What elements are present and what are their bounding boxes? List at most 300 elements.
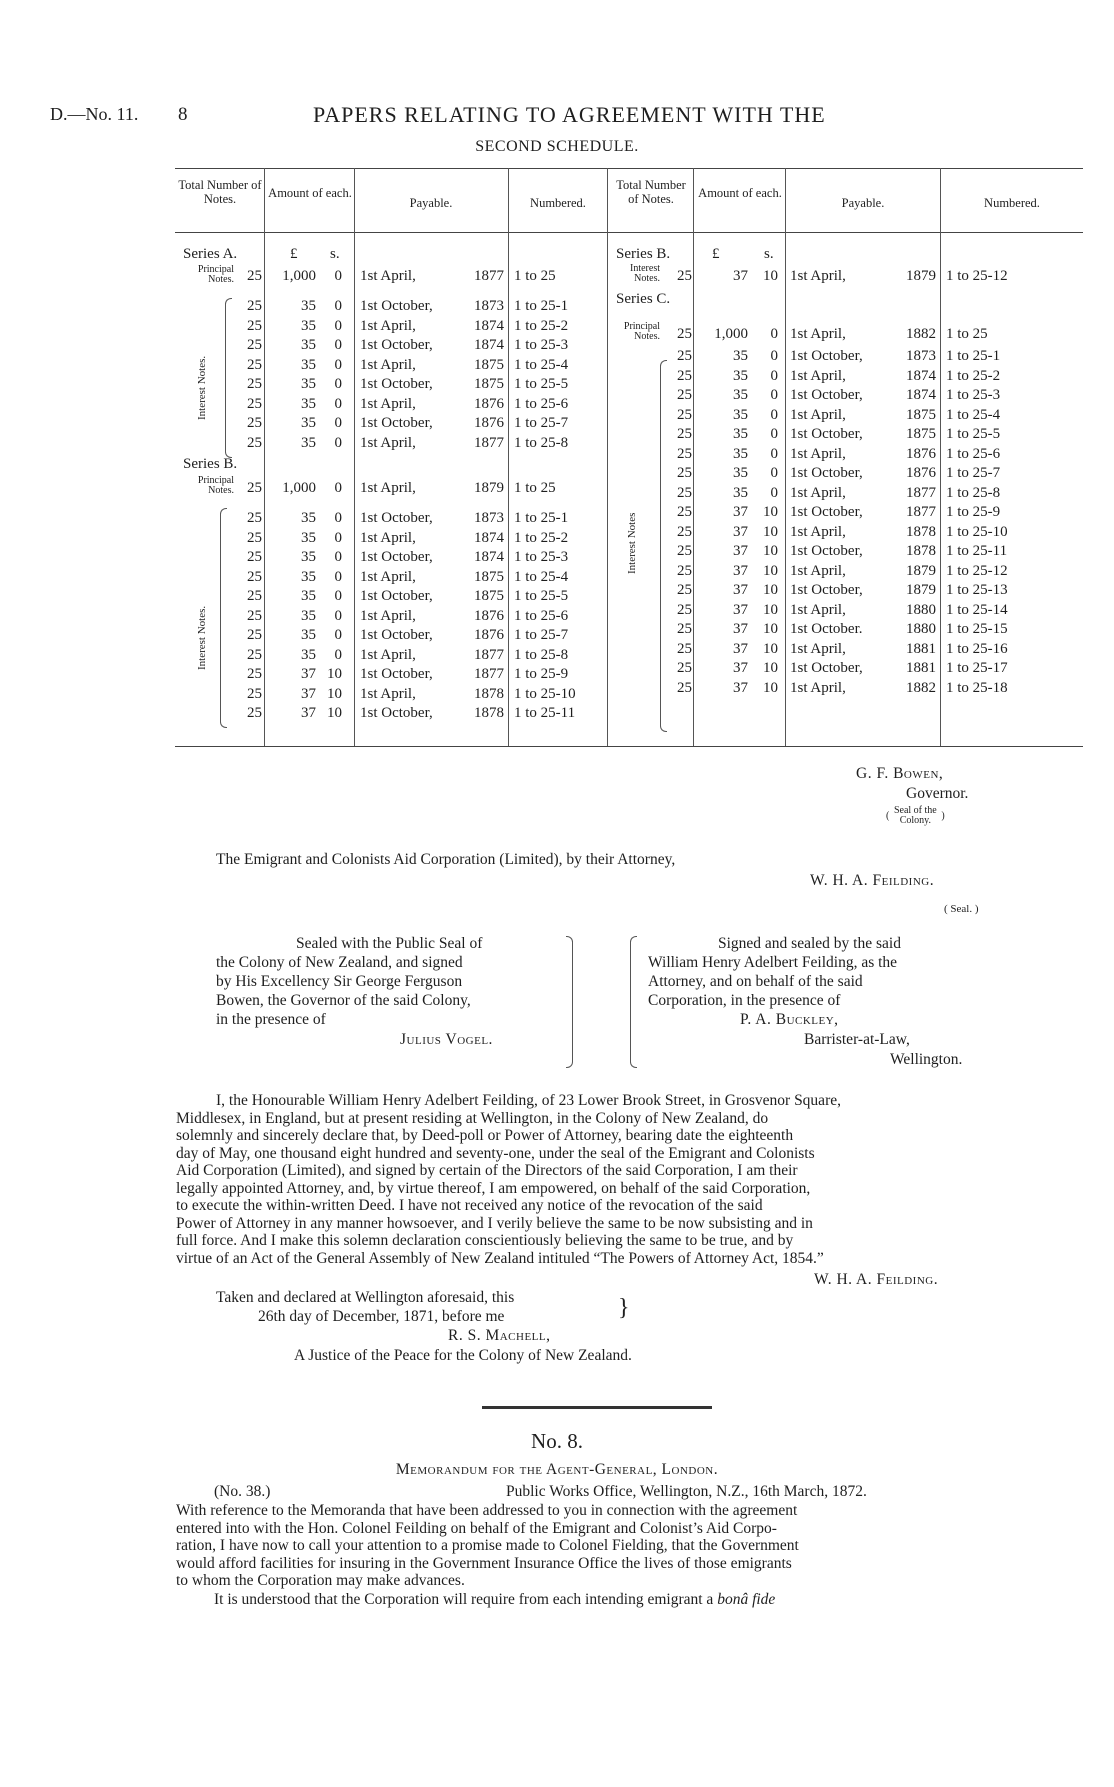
cell-numbered: 1 to 25-6 (514, 607, 569, 624)
seal-text: Seal. (950, 903, 973, 915)
cell-payable: 1st April, (360, 268, 416, 284)
cell-year: 1882 (906, 326, 936, 342)
memo-number: No. 8. (531, 1429, 583, 1453)
cell-numbered: 1 to 25-6 (946, 445, 1001, 462)
cell-shillings: 0 (334, 376, 342, 392)
cell-payable: 1st April, (360, 395, 416, 412)
cell-total: 25 (247, 588, 262, 604)
cell-year: 1873 (906, 348, 936, 364)
cell-shillings: 10 (763, 660, 778, 676)
cell-payable: 1st April, (790, 562, 846, 579)
cell-pounds: 37 (733, 660, 748, 676)
cell-numbered: 1 to 25 (514, 480, 556, 496)
cell-pounds: 37 (733, 601, 748, 618)
right-witness: P. A. Buckley, (740, 1011, 839, 1028)
cell-payable: 1st October, (360, 298, 433, 314)
cell-total: 25 (247, 298, 262, 314)
cell-payable: 1st October, (790, 387, 863, 403)
right-witness-title: Barrister-at-Law, (804, 1031, 910, 1048)
cell-shillings: 0 (334, 627, 342, 643)
cell-year: 1879 (474, 480, 504, 496)
cell-numbered: 1 to 25-8 (514, 646, 569, 663)
cell-total: 25 (247, 415, 262, 431)
cell-shillings: 0 (770, 326, 778, 342)
cell-year: 1876 (906, 445, 936, 462)
cell-year: 1878 (906, 543, 936, 559)
cell-total: 25 (247, 480, 262, 496)
notes-label: Principal Notes. (623, 321, 660, 342)
cell-numbered: 1 to 25-8 (946, 484, 1001, 501)
cell-numbered: 1 to 25-3 (514, 549, 569, 565)
memo-paragraph (176, 1502, 1064, 1590)
cell-numbered: 1 to 25-18 (946, 679, 1008, 696)
cell-numbered: 1 to 25-3 (946, 387, 1001, 403)
corporation-attorney-line: The Emigrant and Colonists Aid Corporation (Limited), by their Attorney, (216, 851, 676, 868)
cell-year: 1876 (474, 395, 504, 412)
cell-shillings: 0 (334, 549, 342, 565)
shillings-unit: s. (330, 246, 340, 262)
cell-pounds: 37 (733, 640, 748, 657)
cell-payable: 1st October, (790, 543, 863, 559)
cell-payable: 1st April, (360, 607, 416, 624)
cell-payable: 1st October, (360, 376, 433, 392)
taken-line: Taken and declared at Wellington aforesaid, this (216, 1289, 515, 1306)
cell-pounds: 35 (733, 387, 748, 403)
cell-total: 25 (677, 582, 692, 598)
memo-line: would afford facilities for insuring in the Government Insurance Office the lives of those emigrants (176, 1554, 792, 1572)
cell-year: 1880 (906, 601, 936, 618)
cell-shillings: 0 (334, 480, 342, 496)
declaration-signature: W. H. A. Feilding. (814, 1271, 939, 1288)
cell-payable: 1st October, (360, 549, 433, 565)
cell-shillings: 0 (334, 529, 342, 546)
cell-total: 25 (677, 621, 692, 637)
memo-title: Memorandum for the Agent-General, London. (395, 1461, 719, 1478)
cell-total: 25 (247, 337, 262, 353)
cell-numbered: 1 to 25-12 (946, 562, 1008, 579)
cell-numbered: 1 to 25 (946, 326, 988, 342)
header-total-left: Total Number of Notes. (178, 178, 262, 206)
cell-year: 1881 (906, 660, 936, 676)
header-amount-right: Amount of each. (698, 186, 782, 200)
table-top-rule (175, 168, 1083, 169)
cell-pounds: 35 (301, 568, 316, 585)
col-divider (508, 168, 509, 746)
cell-total: 25 (677, 562, 692, 579)
cell-total: 25 (247, 685, 262, 702)
left-witness: Julius Vogel. (400, 1031, 493, 1048)
cell-year: 1875 (474, 356, 504, 373)
cell-shillings: 0 (770, 445, 778, 462)
cell-pounds: 37 (733, 268, 748, 284)
cell-numbered: 1 to 25-14 (946, 601, 1008, 618)
cell-shillings: 0 (334, 607, 342, 624)
cell-year: 1874 (474, 337, 504, 353)
cell-numbered: 1 to 25-3 (514, 337, 569, 353)
cell-numbered: 1 to 25-11 (946, 543, 1008, 559)
principal-notes-label: Principal Notes. (197, 475, 234, 496)
declaration-line: solemnly and sincerely declare that, by Deed-poll or Power of Attorney, bearing date the eighteenth (176, 1127, 794, 1144)
cell-payable: 1st October, (790, 660, 863, 676)
cell-total: 25 (247, 395, 262, 412)
left-block-line: Bowen, the Governor of the said Colony, (216, 992, 471, 1009)
cell-shillings: 0 (334, 337, 342, 353)
declaration-line: full force. And I make this solemn declaration conscientiously believing the same to be true, and by (176, 1232, 794, 1249)
cell-year: 1873 (474, 298, 504, 314)
interest-notes-label-right: Interest Notes (626, 512, 638, 574)
cell-numbered: 1 to 25-6 (514, 395, 569, 412)
page-title: PAPERS RELATING TO AGREEMENT WITH THE (313, 102, 826, 127)
cell-pounds: 37 (301, 705, 316, 721)
cell-shillings: 10 (763, 621, 778, 637)
cell-year: 1879 (906, 268, 936, 284)
cell-shillings: 0 (334, 395, 342, 412)
cell-year: 1875 (906, 406, 936, 423)
cell-total: 25 (247, 529, 262, 546)
cell-shillings: 0 (770, 367, 778, 384)
taken-line: 26th day of December, 1871, before me (258, 1308, 505, 1325)
cell-numbered: 1 to 25-10 (946, 523, 1008, 540)
cell-payable: 1st October, (360, 588, 433, 604)
cell-total: 25 (677, 387, 692, 403)
cell-shillings: 0 (334, 646, 342, 663)
series-c-label: Series C. (616, 291, 671, 307)
cell-year: 1882 (906, 679, 936, 696)
cell-numbered: 1 to 25-7 (946, 465, 1001, 481)
cell-total: 25 (247, 607, 262, 624)
colony-seal-text: Seal of the Colony. (893, 805, 937, 826)
governor-title: Governor. (906, 785, 969, 802)
cell-total: 25 (677, 268, 692, 284)
cell-numbered: 1 to 25-2 (514, 529, 569, 546)
table-bottom-rule (175, 746, 1083, 747)
cell-total: 25 (247, 268, 262, 284)
left-block-line: the Colony of New Zealand, and signed (216, 954, 463, 971)
cell-year: 1875 (474, 376, 504, 392)
cell-year: 1874 (906, 387, 936, 403)
header-amount-left: Amount of each. (268, 186, 352, 200)
cell-numbered: 1 to 25-9 (514, 666, 569, 682)
cell-total: 25 (677, 601, 692, 618)
cell-payable: 1st April, (790, 640, 846, 657)
right-block-line: Signed and sealed by the said (718, 935, 901, 952)
declaration-line: day of May, one thousand eight hundred and seventy-one, under the seal of the Emigrant and Colonists (176, 1144, 815, 1162)
cell-year: 1877 (474, 646, 504, 663)
cell-payable: 1st October, (360, 705, 433, 721)
cell-shillings: 0 (334, 568, 342, 585)
series-a-label: Series A. (183, 246, 238, 262)
interest-notes-brace (220, 508, 227, 728)
table-header-rule (175, 232, 1083, 233)
cell-shillings: 0 (770, 426, 778, 442)
cell-shillings: 10 (763, 504, 778, 520)
cell-payable: 1st October, (360, 510, 433, 526)
cell-numbered: 1 to 25-5 (946, 426, 1001, 442)
cell-numbered: 1 to 25-17 (946, 660, 1008, 676)
cell-numbered: 1 to 25-10 (514, 685, 576, 702)
cell-pounds: 35 (301, 627, 316, 643)
cell-year: 1878 (474, 685, 504, 702)
cell-payable: 1st October, (790, 582, 863, 598)
cell-numbered: 1 to 25-12 (946, 268, 1008, 284)
col-divider (354, 168, 355, 746)
cell-year: 1878 (474, 705, 504, 721)
cell-pounds: 35 (301, 588, 316, 604)
cell-pounds: 35 (301, 607, 316, 624)
cell-year: 1878 (906, 523, 936, 540)
cell-total: 25 (247, 627, 262, 643)
cell-shillings: 10 (763, 543, 778, 559)
cell-numbered: 1 to 25-4 (514, 356, 569, 373)
cell-year: 1880 (906, 621, 936, 637)
cell-year: 1875 (906, 426, 936, 442)
cell-numbered: 1 to 25-1 (514, 298, 569, 314)
cell-numbered: 1 to 25-4 (514, 568, 569, 585)
cell-total: 25 (677, 640, 692, 657)
cell-payable: 1st October, (790, 465, 863, 481)
cell-payable: 1st October, (790, 504, 863, 520)
cell-shillings: 10 (763, 679, 778, 696)
cell-total: 25 (677, 426, 692, 442)
cell-pounds: 35 (301, 510, 316, 526)
cell-shillings: 10 (763, 582, 778, 598)
declaration-line: legally appointed Attorney, and, by virtue thereof, I am empowered, on behalf of the said Corporation, (176, 1179, 811, 1197)
declaration-line: I, the Honourable William Henry Adelbert Feilding, of 23 Lower Brook Street, in Grosvenor Square, (216, 1092, 841, 1109)
cell-pounds: 35 (733, 367, 748, 384)
cell-payable: 1st April, (790, 268, 846, 284)
cell-shillings: 10 (327, 705, 342, 721)
document-reference: D.—No. 11. (50, 104, 139, 124)
cell-payable: 1st April, (790, 523, 846, 540)
colony-seal: ( Seal of the Colony. ) (886, 805, 945, 826)
cell-payable: 1st April, (790, 367, 846, 384)
cell-total: 25 (677, 543, 692, 559)
cell-pounds: 35 (733, 445, 748, 462)
cell-shillings: 0 (334, 317, 342, 334)
memo-last-line-text: It is understood that the Corporation will require from each intending emigrant a (214, 1591, 714, 1608)
cell-numbered: 1 to 25-2 (946, 367, 1001, 384)
cell-year: 1873 (474, 510, 504, 526)
cell-total: 25 (677, 523, 692, 540)
declaration-line: Middlesex, in England, but at present residing at Wellington, in the Colony of New Zealand, do (176, 1109, 769, 1127)
shillings-unit-right: s. (764, 246, 774, 262)
cell-payable: 1st April, (790, 679, 846, 696)
cell-payable: 1st April, (360, 356, 416, 373)
cell-payable: 1st April, (360, 646, 416, 663)
cell-pounds: 1,000 (282, 268, 316, 284)
cell-shillings: 10 (763, 601, 778, 618)
memo-ref: (No. 38.) (214, 1483, 271, 1500)
cell-pounds: 35 (733, 426, 748, 442)
cell-total: 25 (677, 445, 692, 462)
cell-payable: 1st October, (790, 348, 863, 364)
interest-notes-label: Interest Notes. (196, 605, 208, 670)
interest-notes-brace (225, 298, 232, 458)
col-divider (607, 168, 608, 746)
cell-payable: 1st April, (360, 480, 416, 496)
cell-payable: 1st April, (790, 326, 846, 342)
cell-shillings: 10 (763, 523, 778, 540)
cell-payable: 1st April, (360, 434, 416, 451)
cell-payable: 1st October, (360, 337, 433, 353)
memo-line: entered into with the Hon. Colonel Feilding on behalf of the Emigrant and Colonist’s Aid Corpo- (176, 1519, 777, 1537)
cell-year: 1876 (906, 465, 936, 481)
cell-total: 25 (247, 317, 262, 334)
left-block-line: in the presence of (216, 1011, 326, 1028)
cell-shillings: 0 (770, 406, 778, 423)
cell-pounds: 35 (733, 465, 748, 481)
cell-payable: 1st October, (360, 627, 433, 643)
col-divider (264, 168, 265, 746)
cell-payable: 1st April, (360, 568, 416, 585)
cell-numbered: 1 to 25-9 (946, 504, 1001, 520)
declaration-line: virtue of an Act of the General Assembly of New Zealand intituled “The Powers of Attorney Act, 1854.” (176, 1249, 824, 1267)
header-payable-left: Payable. (409, 196, 453, 210)
cell-total: 25 (677, 484, 692, 501)
cell-pounds: 35 (301, 356, 316, 373)
cell-total: 25 (247, 376, 262, 392)
cell-year: 1874 (474, 317, 504, 334)
right-block-brace (630, 936, 637, 1068)
cell-total: 25 (677, 367, 692, 384)
seal-mark: ( Seal. ) (944, 903, 979, 915)
cell-numbered: 1 to 25-5 (514, 376, 569, 392)
cell-numbered: 1 to 25-15 (946, 621, 1008, 637)
cell-year: 1876 (474, 607, 504, 624)
memo-italic: bonâ fide (717, 1591, 776, 1608)
cell-payable: 1st October, (790, 426, 863, 442)
cell-payable: 1st April, (790, 406, 846, 423)
section-divider (482, 1406, 712, 1409)
cell-payable: 1st October, (360, 666, 433, 682)
header-numbered-right: Numbered. (984, 196, 1040, 210)
cell-numbered: 1 to 25-5 (514, 588, 569, 604)
cell-payable: 1st October, (360, 415, 433, 431)
right-block-line: William Henry Adelbert Feilding, as the (648, 954, 898, 971)
cell-total: 25 (247, 705, 262, 721)
cell-total: 25 (677, 406, 692, 423)
col-divider (785, 168, 786, 746)
principal-notes-label: Principal Notes. (197, 264, 234, 285)
cell-shillings: 10 (763, 268, 778, 284)
cell-total: 25 (247, 510, 262, 526)
pounds-unit-right: £ (712, 246, 720, 262)
cell-year: 1877 (906, 504, 936, 520)
cell-pounds: 35 (733, 406, 748, 423)
declaration-line: to execute the within-written Deed. I have not received any notice of the revocation of the said (176, 1197, 763, 1214)
cell-year: 1877 (474, 268, 504, 284)
cell-shillings: 0 (770, 348, 778, 364)
cell-payable: 1st April, (790, 601, 846, 618)
cell-pounds: 35 (301, 337, 316, 353)
col-divider (693, 168, 694, 746)
cell-shillings: 0 (334, 415, 342, 431)
left-block-line: Sealed with the Public Seal of (296, 935, 483, 952)
cell-year: 1879 (906, 562, 936, 579)
attorney-name: W. H. A. Feilding. (810, 872, 935, 889)
cell-numbered: 1 to 25-8 (514, 434, 569, 451)
cell-pounds: 35 (301, 646, 316, 663)
schedule-title: SECOND SCHEDULE. (475, 138, 639, 155)
interest-notes-label: Interest Notes. (196, 355, 208, 420)
cell-shillings: 10 (327, 685, 342, 702)
series-b-label: Series B. (183, 456, 238, 472)
left-block-brace (566, 936, 573, 1068)
cell-pounds: 35 (301, 529, 316, 546)
cell-pounds: 35 (301, 317, 316, 334)
cell-shillings: 0 (770, 484, 778, 501)
cell-total: 25 (247, 356, 262, 373)
header-numbered-left: Numbered. (530, 196, 586, 210)
declaration-paragraph (176, 1092, 1064, 1267)
cell-payable: 1st April, (790, 484, 846, 501)
cell-total: 25 (247, 646, 262, 663)
cell-year: 1876 (474, 415, 504, 431)
governor-name: G. F. Bowen, (856, 765, 944, 782)
cell-shillings: 0 (334, 298, 342, 314)
cell-pounds: 37 (733, 543, 748, 559)
cell-pounds: 37 (733, 504, 748, 520)
cell-shillings: 0 (334, 356, 342, 373)
cell-numbered: 1 to 25-2 (514, 317, 569, 334)
memo-line: With reference to the Memoranda that have been addressed to you in connection with the agreement (176, 1502, 798, 1519)
declaration-line: Aid Corporation (Limited), and signed by certain of the Directors of the said Corporation, I am their (176, 1162, 798, 1179)
cell-year: 1876 (474, 627, 504, 643)
cell-numbered: 1 to 25-1 (946, 348, 1001, 364)
cell-pounds: 35 (301, 298, 316, 314)
cell-payable: 1st October. (790, 621, 863, 637)
memo-place-date: Public Works Office, Wellington, N.Z., 16th March, 1872. (506, 1483, 867, 1500)
cell-year: 1874 (906, 367, 936, 384)
cell-pounds: 37 (301, 666, 316, 682)
cell-pounds: 35 (733, 348, 748, 364)
cell-shillings: 0 (334, 268, 342, 284)
cell-numbered: 1 to 25-11 (514, 705, 576, 721)
cell-pounds: 37 (733, 621, 748, 637)
cell-payable: 1st April, (790, 445, 846, 462)
memo-last-line (214, 1590, 775, 1609)
cell-year: 1875 (474, 588, 504, 604)
cell-total: 25 (677, 465, 692, 481)
cell-total: 25 (247, 666, 262, 682)
cell-year: 1874 (474, 549, 504, 565)
declaration-line: Power of Attorney in any manner howsoever, and I verily believe the same to be now subsisting and in (176, 1214, 813, 1232)
cell-year: 1877 (906, 484, 936, 501)
cell-shillings: 10 (763, 640, 778, 657)
right-witness-place: Wellington. (890, 1051, 963, 1068)
cell-numbered: 1 to 25-13 (946, 582, 1008, 598)
cell-payable: 1st April, (360, 685, 416, 702)
cell-numbered: 1 to 25-7 (514, 627, 569, 643)
taken-brace: } (618, 1295, 630, 1321)
cell-shillings: 0 (770, 465, 778, 481)
cell-total: 25 (247, 434, 262, 451)
cell-shillings: 10 (327, 666, 342, 682)
cell-pounds: 37 (301, 685, 316, 702)
cell-pounds: 37 (733, 582, 748, 598)
cell-pounds: 35 (301, 415, 316, 431)
cell-pounds: 1,000 (714, 326, 748, 342)
cell-total: 25 (247, 568, 262, 585)
cell-total: 25 (677, 504, 692, 520)
cell-total: 25 (677, 660, 692, 676)
cell-shillings: 0 (334, 588, 342, 604)
cell-numbered: 1 to 25-4 (946, 406, 1001, 423)
cell-pounds: 35 (733, 484, 748, 501)
cell-shillings: 0 (334, 434, 342, 451)
cell-pounds: 1,000 (282, 480, 316, 496)
cell-pounds: 37 (733, 562, 748, 579)
